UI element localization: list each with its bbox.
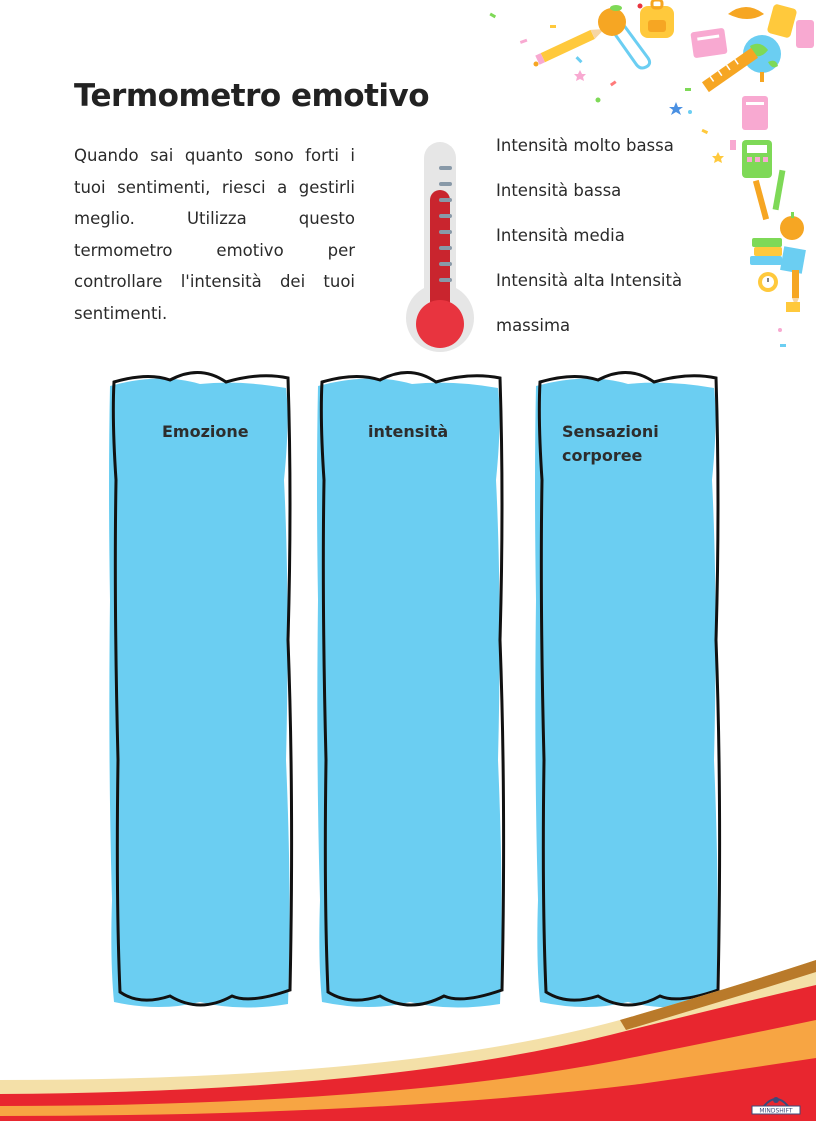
- page-title: Termometro emotivo: [74, 78, 430, 114]
- intensity-level-max: massima: [496, 316, 571, 335]
- intensity-level-very-low: Intensità molto bassa: [496, 136, 674, 155]
- column-header-emotion: Emozione: [162, 422, 249, 441]
- intensity-level-low: Intensità bassa: [496, 181, 622, 200]
- column-header-body-sensations: Sensazioni corporee: [562, 422, 659, 465]
- brand-logo: [748, 1090, 804, 1116]
- column-header-intensity: intensità: [368, 422, 449, 441]
- intensity-level-high: Intensità alta Intensità: [496, 271, 683, 290]
- intro-paragraph: Quando sai quanto sono forti i tuoi sentimenti, riesci a gestirli meglio. Utilizza questo termometro emotivo per controllare l'intensità dei tuoi sentimenti.: [74, 146, 355, 323]
- intensity-level-medium: Intensità media: [496, 226, 625, 245]
- logo-text: MINDSHIFT: [759, 1107, 793, 1115]
